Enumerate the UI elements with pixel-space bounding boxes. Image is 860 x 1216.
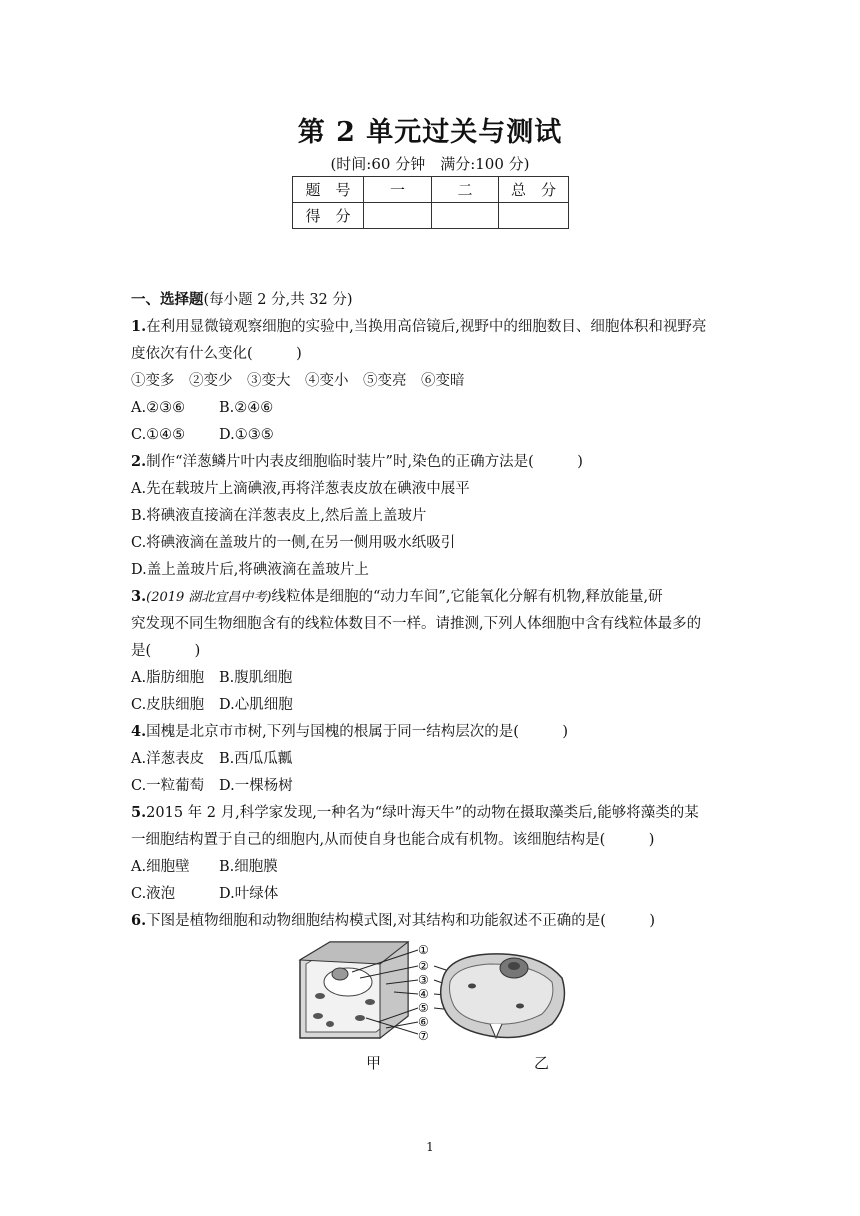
question-number: 4.	[131, 723, 147, 740]
option-b[interactable]: B.西瓜瓜瓤	[219, 751, 293, 767]
label-4: ④	[418, 987, 429, 1001]
header-cell-total: 总 分	[499, 177, 569, 203]
option-d[interactable]: D.①③⑤	[219, 427, 274, 443]
question-2-option-a[interactable]: A.先在载玻片上滴碘液,再将洋葱表皮放在碘液中展平	[131, 481, 470, 497]
score-cell-total[interactable]	[499, 203, 569, 229]
question-number: 1.	[131, 318, 147, 335]
question-3-options-cd	[131, 695, 293, 715]
question-3-stem	[131, 587, 663, 608]
caption-plant-cell: 甲	[366, 1054, 382, 1072]
option-b[interactable]: B.细胞膜	[219, 859, 278, 875]
option-a[interactable]: A.洋葱表皮	[131, 751, 205, 767]
question-text: 在利用显微镜观察细胞的实验中,当换用高倍镜后,视野中的细胞数目、细胞体积和视野亮	[146, 319, 707, 335]
question-5-options-ab	[131, 857, 278, 877]
score-row-label: 得 分	[293, 203, 364, 229]
question-number: 6.	[131, 912, 147, 929]
option-b[interactable]: B.腹肌细胞	[219, 670, 293, 686]
option-a[interactable]: A.细胞壁	[131, 859, 190, 875]
header-cell-question-no: 题 号	[293, 177, 364, 203]
score-table-score-row	[293, 203, 569, 229]
section-note: (每小题 2 分,共 32 分)	[203, 292, 353, 308]
option-d[interactable]: D.一棵杨树	[219, 778, 293, 794]
question-2-option-d[interactable]: D.盖上盖玻片后,将碘液滴在盖玻片上	[131, 562, 369, 578]
page-title: 第 2 单元过关与测试	[297, 117, 563, 148]
animal-cell-illustration	[441, 954, 565, 1038]
label-2: ②	[418, 959, 429, 973]
question-number: 3.	[131, 588, 147, 605]
option-c[interactable]: C.皮肤细胞	[131, 697, 205, 713]
question-text: 制作“洋葱鳞片叶内表皮细胞临时装片”时,染色的正确方法是( )	[146, 454, 583, 470]
label-6: ⑥	[418, 1015, 429, 1029]
question-1-stem-cont: 度依次有什么变化( )	[131, 346, 302, 362]
question-1-options-cd	[131, 425, 274, 445]
question-number: 5.	[131, 804, 147, 821]
question-4-options-cd	[131, 776, 293, 796]
label-3: ③	[418, 973, 429, 987]
score-table-header-row	[293, 177, 569, 203]
question-3-stem-end: 是( )	[131, 643, 201, 659]
header-cell-part-1: 一	[364, 177, 432, 203]
option-a[interactable]: A.②③⑥	[131, 400, 186, 416]
question-4-options-ab	[131, 749, 292, 769]
question-6-stem	[131, 911, 655, 931]
question-5-options-cd	[131, 884, 278, 904]
question-1-options-ab	[131, 398, 273, 418]
question-2-option-b[interactable]: B.将碘液直接滴在洋葱表皮上,然后盖上盖玻片	[131, 508, 427, 524]
option-c[interactable]: C.①④⑤	[131, 427, 186, 443]
question-4-stem	[131, 722, 568, 742]
header-cell-part-2: 二	[432, 177, 499, 203]
score-cell-part-1[interactable]	[364, 203, 432, 229]
question-text: 国槐是北京市市树,下列与国槐的根属于同一结构层次的是( )	[146, 724, 569, 740]
question-text: 线粒体是细胞的“动力车间”,它能氧化分解有机物,释放能量,研	[271, 589, 663, 605]
option-a[interactable]: A.脂肪细胞	[131, 670, 205, 686]
question-5-stem-cont: 一细胞结构置于自己的细胞内,从而使自身也能合成有机物。该细胞结构是( )	[131, 832, 655, 848]
cell-diagram	[290, 938, 570, 1046]
section-title: 一、选择题	[131, 291, 204, 308]
caption-animal-cell: 乙	[534, 1054, 550, 1072]
option-d[interactable]: D.叶绿体	[219, 886, 279, 902]
question-3-options-ab	[131, 668, 292, 688]
question-source: (2019 湖北宜昌中考)	[146, 590, 272, 605]
question-1-items: ①变多 ②变少 ③变大 ④变小 ⑤变亮 ⑥变暗	[131, 373, 465, 389]
question-text: 下图是植物细胞和动物细胞结构模式图,对其结构和功能叙述不正确的是( )	[146, 913, 656, 929]
section-heading	[131, 290, 353, 310]
question-3-stem-cont: 究发现不同生物细胞含有的线粒体数目不一样。请推测,下列人体细胞中含有线粒体最多的	[131, 616, 702, 632]
option-c[interactable]: C.液泡	[131, 886, 176, 902]
option-b[interactable]: B.②④⑥	[219, 400, 274, 416]
question-1-stem	[131, 317, 706, 337]
label-1: ①	[418, 943, 429, 957]
question-5-stem	[131, 803, 699, 823]
score-cell-part-2[interactable]	[432, 203, 499, 229]
option-d[interactable]: D.心肌细胞	[219, 697, 293, 713]
score-table	[292, 176, 569, 229]
plant-cell-illustration	[300, 942, 408, 1038]
question-number: 2.	[131, 453, 147, 470]
page-number: 1	[426, 1140, 434, 1154]
question-2-option-c[interactable]: C.将碘液滴在盖玻片的一侧,在另一侧用吸水纸吸引	[131, 535, 456, 551]
option-c[interactable]: C.一粒葡萄	[131, 778, 205, 794]
label-5: ⑤	[418, 1001, 429, 1015]
label-7: ⑦	[418, 1029, 429, 1043]
question-text: 2015 年 2 月,科学家发现,一种名为“绿叶海天牛”的动物在摄取藻类后,能够将藻类的某	[146, 805, 699, 821]
exam-info: (时间:60 分钟 满分:100 分)	[330, 155, 530, 173]
question-2-stem	[131, 452, 583, 472]
